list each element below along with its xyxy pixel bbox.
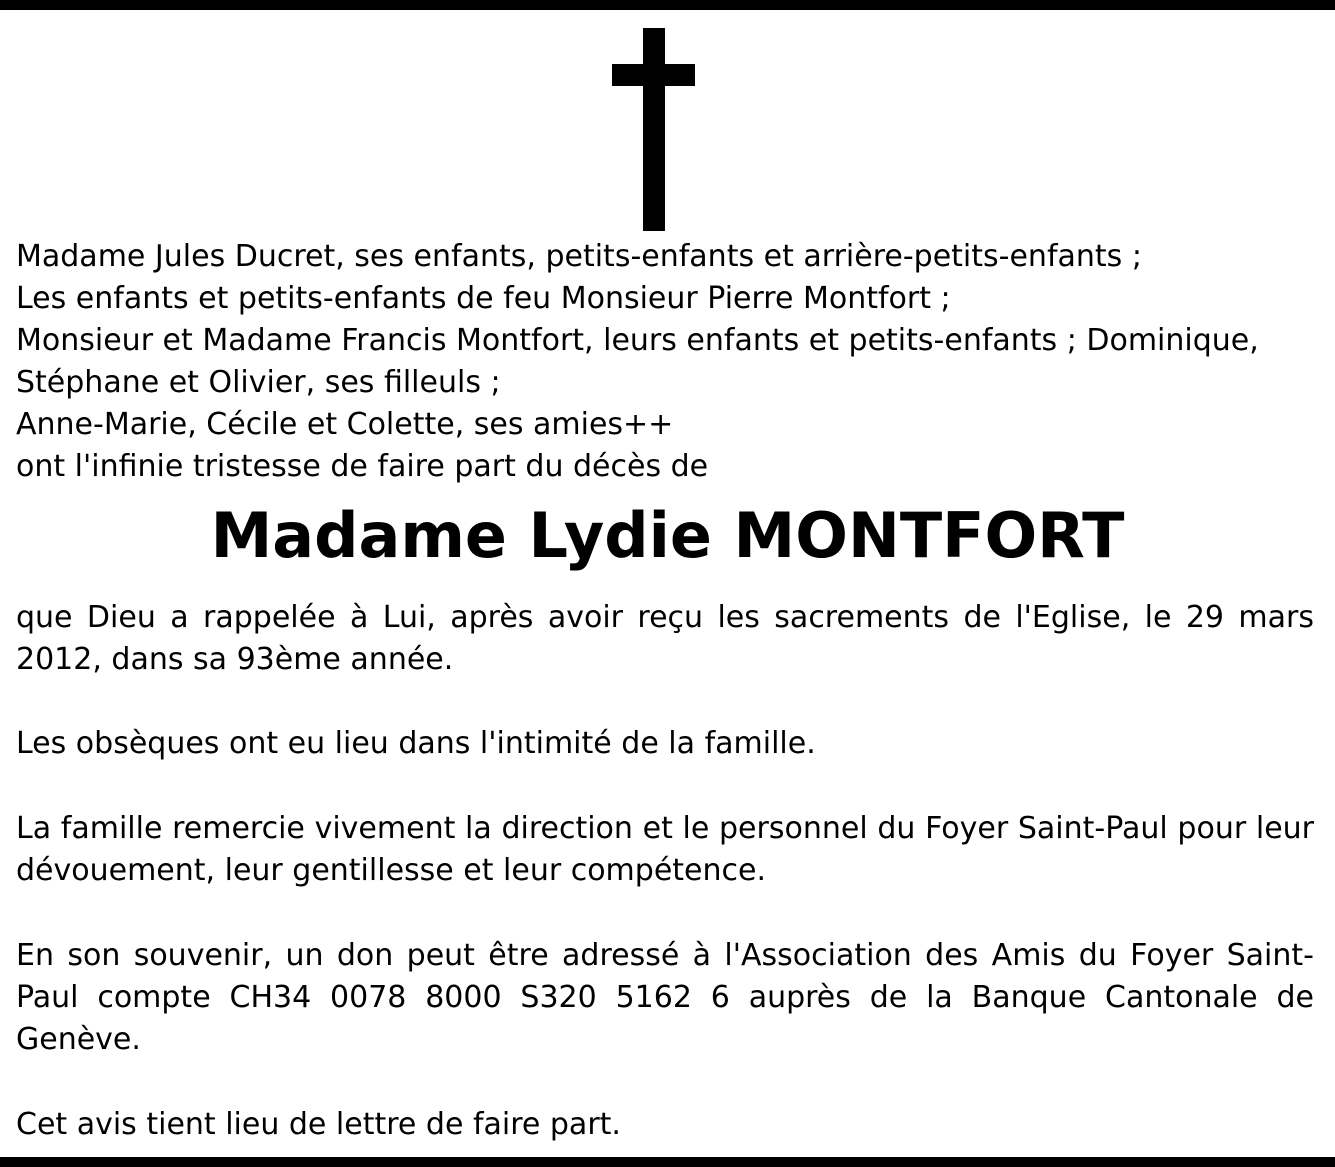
latin-cross-icon: [612, 28, 695, 231]
bottom-border-rule: [0, 1157, 1335, 1167]
thanks-paragraph: La famille remercie vivement la direction et le personnel du Foyer Saint-Paul pour leur dévouement, leur gentillesse et leur compétence.: [16, 811, 1314, 888]
family-line: Madame Jules Ducret, ses enfants, petits-enfants et arrière-petits-enfants ;: [16, 239, 1142, 274]
family-line: Stéphane et Olivier, ses filleuls ;: [16, 365, 501, 400]
top-border-rule: [0, 0, 1335, 10]
family-line: Monsieur et Madame Francis Montfort, leurs enfants et petits-enfants ; Dominique,: [16, 323, 1259, 358]
family-line: ont l'infinie tristesse de faire part du décès de: [16, 449, 709, 484]
closing-paragraph: Cet avis tient lieu de lettre de faire part.: [16, 1107, 621, 1142]
death-details-paragraph: que Dieu a rappelée à Lui, après avoir reçu les sacrements de l'Eglise, le 29 mars 2012, dans sa 93ème année.: [16, 600, 1314, 677]
donation-paragraph: En son souvenir, un don peut être adressé à l'Association des Amis du Foyer Saint-Paul compte CH34 0078 8000 S320 5162 6 auprès de la Banque Cantonale de Genève.: [16, 938, 1314, 1057]
family-line: Anne-Marie, Cécile et Colette, ses amies++: [16, 407, 674, 442]
funeral-paragraph: Les obsèques ont eu lieu dans l'intimité de la famille.: [16, 726, 816, 761]
family-announcement: [16, 236, 1314, 488]
cross-horizontal-bar: [612, 64, 695, 86]
family-line: Les enfants et petits-enfants de feu Monsieur Pierre Montfort ;: [16, 281, 951, 316]
deceased-name-heading: Madame Lydie MONTFORT: [210, 499, 1125, 572]
cross-vertical-bar: [643, 28, 665, 231]
